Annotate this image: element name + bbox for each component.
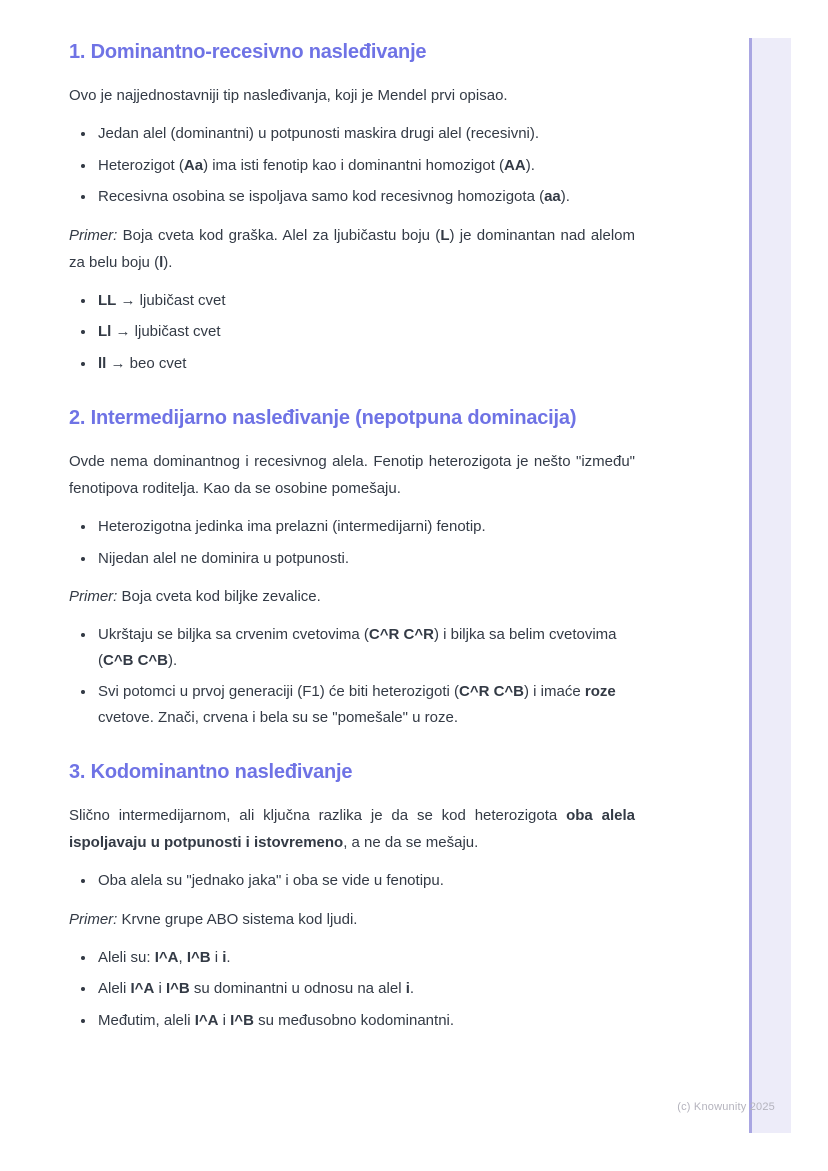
section-heading: 3. Kodominantno nasleđivanje: [69, 761, 353, 783]
paragraph: Ovo je najjednostavniji tip nasleđivanja, koji je Mendel prvi opisao.: [69, 87, 508, 104]
list-item: • Ukrštaju se biljka sa crvenim cvetovima (C^R C^R) i biljka sa belim cvetovima (C^B C^B).: [96, 622, 635, 673]
example-paragraph: Primer: Boja cveta kod biljke zevalice.: [69, 588, 321, 605]
list-item: • Ll → ljubičast cvet: [96, 319, 635, 345]
page-edge-strip: [749, 38, 791, 1133]
section-codominant: [69, 760, 635, 1033]
list-item: • Nijedan alel ne dominira u potpunosti.: [96, 546, 635, 572]
list-item: • Međutim, aleli I^A i I^B su međusobno kodominantni.: [96, 1008, 635, 1034]
copyright-footer: [677, 1101, 775, 1113]
example-paragraph: Primer: Krvne grupe ABO sistema kod ljudi.: [69, 910, 358, 928]
list-item: • Recesivna osobina se ispoljava samo kod recesivnog homozigota (aa).: [96, 184, 635, 210]
section-heading: 1. Dominantno-recesivno nasleđivanje: [69, 41, 427, 63]
list-item: • Heterozigot (Aa) ima isti fenotip kao i dominantni homozigot (AA).: [96, 153, 635, 179]
list-item: • Oba alela su "jednako jaka" i oba se vide u fenotipu.: [96, 868, 635, 894]
bullet-list: [69, 288, 635, 377]
document-content: [69, 40, 635, 1045]
list-item: • Heterozigotna jedinka ima prelazni (intermedijarni) fenotip.: [96, 514, 635, 540]
section-dominant-recessive: [69, 40, 635, 376]
list-item: • ll → beo cvet: [96, 351, 635, 377]
list-item: • Svi potomci u prvoj generaciji (F1) će biti heterozigoti (C^R C^B) i imaće roze cvetove. Znači, crvena i bela su se "pomešale" u roze.: [96, 679, 635, 730]
bullet-list: [69, 868, 635, 894]
section-intermediate: [69, 406, 635, 730]
list-item: • Aleli su: I^A, I^B i i.: [96, 945, 635, 971]
list-item: • Jedan alel (dominantni) u potpunosti maskira drugi alel (recesivni).: [96, 121, 635, 147]
bullet-list: [69, 622, 635, 730]
section-heading: 2. Intermedijarno nasleđivanje (nepotpuna dominacija): [69, 407, 577, 429]
list-item: • LL → ljubičast cvet: [96, 288, 635, 314]
list-item: • Aleli I^A i I^B su dominantni u odnosu na alel i.: [96, 976, 635, 1002]
bullet-list: [69, 945, 635, 1034]
paragraph: Slično intermedijarnom, ali ključna razlika je da se kod heterozigota oba alela ispoljavaju u potpunosti i istovremeno, a ne da se mešaju.: [69, 807, 635, 851]
copyright-text: (c) Knowunity 2025: [677, 1101, 775, 1113]
bullet-list: [69, 514, 635, 571]
paragraph: Ovde nema dominantnog i recesivnog alela. Fenotip heterozigota je nešto "između" fenotipova roditelja. Kao da se osobine pomešaju.: [69, 453, 635, 497]
bullet-list: [69, 121, 635, 210]
example-paragraph: Primer: Boja cveta kod graška. Alel za ljubičastu boju (L) je dominantan nad alelom za belu boju (l).: [69, 226, 636, 271]
